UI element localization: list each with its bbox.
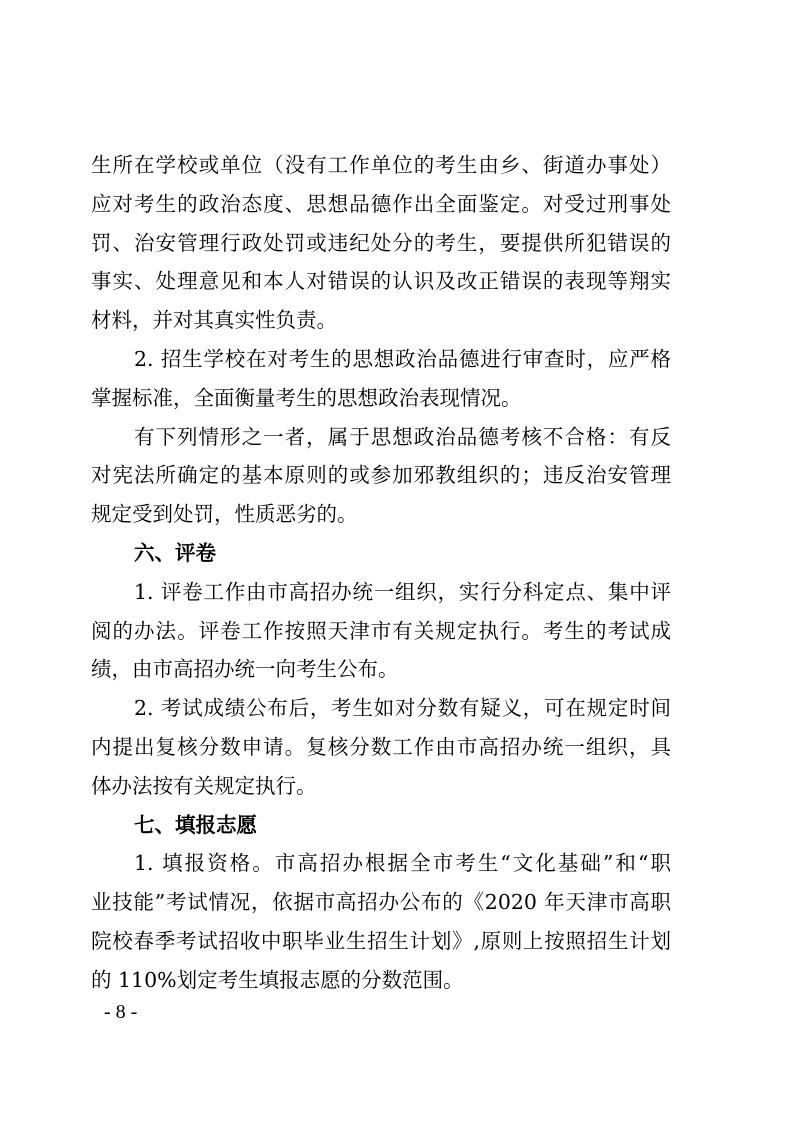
text-line: 内提出复核分数申请。复核分数工作由市高招办统一组织，具 (91, 734, 671, 759)
text-line: 业技能”考试情况，依据市高招办公布的《2020 年天津市高职 (91, 890, 671, 915)
section-heading-grading: 六、评卷 (134, 540, 216, 565)
text-line: 掌握标准，全面衡量考生的思想政治表现情况。 (91, 385, 522, 410)
text-line: 对宪法所确定的基本原则的或参加邪教组织的；违反治安管理 (91, 463, 671, 488)
page-number: - 8 - (104, 1001, 138, 1023)
text-line: 院校春季考试招收中职毕业生招生计划》,原则上按照招生计划 (91, 928, 671, 953)
text-line: 阅的办法。评卷工作按照天津市有关规定执行。考生的考试成 (91, 618, 671, 643)
paragraph-start-line: 1. 评卷工作由市高招办统一组织，实行分科定点、集中评 (134, 579, 671, 604)
document-body (91, 146, 671, 1000)
text-line: 事实、处理意见和本人对错误的认识及改正错误的表现等翔实 (91, 269, 671, 294)
paragraph-start-line: 2. 招生学校在对考生的思想政治品德进行审查时，应严格 (134, 346, 671, 371)
paragraph-start-line: 1. 填报资格。市高招办根据全市考生“文化基础”和“职 (134, 851, 671, 876)
section-heading-application: 七、填报志愿 (134, 812, 257, 837)
text-line: 规定受到处罚，性质恶劣的。 (91, 502, 358, 527)
text-line: 绩，由市高招办统一向考生公布。 (91, 657, 399, 682)
text-line: 的 110%划定考生填报志愿的分数范围。 (91, 967, 464, 992)
text-line: 体办法按有关规定执行。 (91, 773, 317, 798)
text-line: 应对考生的政治态度、思想品德作出全面鉴定。对受过刑事处 (91, 191, 671, 216)
text-line: 生所在学校或单位（没有工作单位的考生由乡、街道办事处） (91, 153, 671, 177)
paragraph-start-line: 2. 考试成绩公布后，考生如对分数有疑义，可在规定时间 (134, 696, 671, 721)
text-line: 材料，并对其真实性负责。 (91, 308, 337, 333)
text-line: 罚、治安管理行政处罚或违纪处分的考生，要提供所犯错误的 (91, 230, 671, 255)
paragraph-start-line: 有下列情形之一者，属于思想政治品德考核不合格：有反 (134, 424, 671, 449)
